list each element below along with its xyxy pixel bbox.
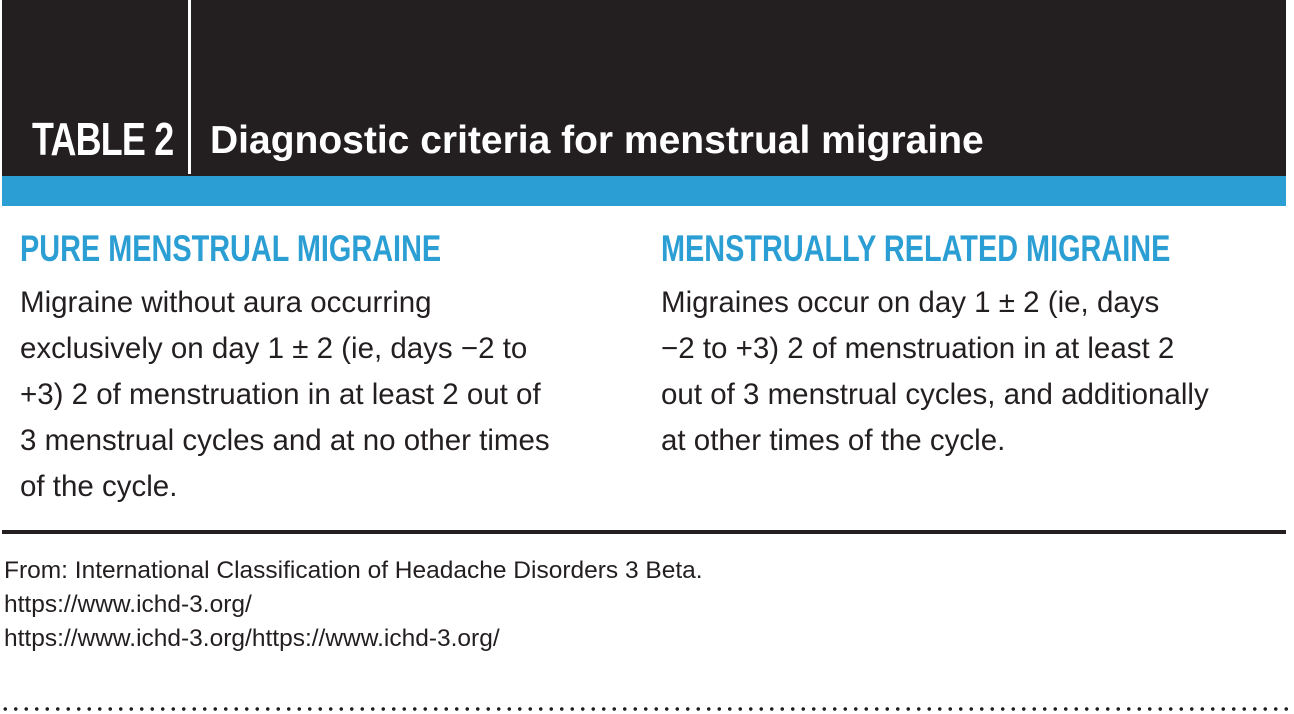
source-link[interactable]: https://www.ichd-3.org/: [4, 591, 252, 618]
source-citation: [4, 554, 703, 656]
table-title: Diagnostic criteria for menstrual migraine: [210, 119, 984, 162]
header-divider: [188, 0, 191, 174]
column-menstrually-related-migraine: [661, 226, 1281, 464]
accent-bar: [2, 176, 1286, 206]
table-header: [2, 0, 1286, 176]
column-text: Migraines occur on day 1 ± 2 (ie, days −2 to +3) 2 of menstruation in at least 2 out of 3 menstrual cycles, and additionally at other times of the cycle.: [661, 286, 1209, 457]
source-link[interactable]: https://www.ichd-3.org/https://www.ichd-3.org/: [4, 625, 500, 652]
column-heading: PURE MENSTRUAL MIGRAINE: [20, 228, 442, 269]
column-text: Migraine without aura occurring exclusively on day 1 ± 2 (ie, days −2 to +3) 2 of menstruation in at least 2 out of 3 menstrual cycles and at no other times of the cycle.: [20, 286, 550, 503]
column-pure-menstrual-migraine: [20, 226, 620, 510]
dotted-divider: [0, 706, 1294, 712]
source-line: From: International Classification of Headache Disorders 3 Beta.: [4, 557, 703, 584]
table-bottom-rule: [2, 530, 1286, 534]
table-label: TABLE 2: [32, 113, 174, 165]
column-heading: MENSTRUALLY RELATED MIGRAINE: [661, 228, 1171, 269]
